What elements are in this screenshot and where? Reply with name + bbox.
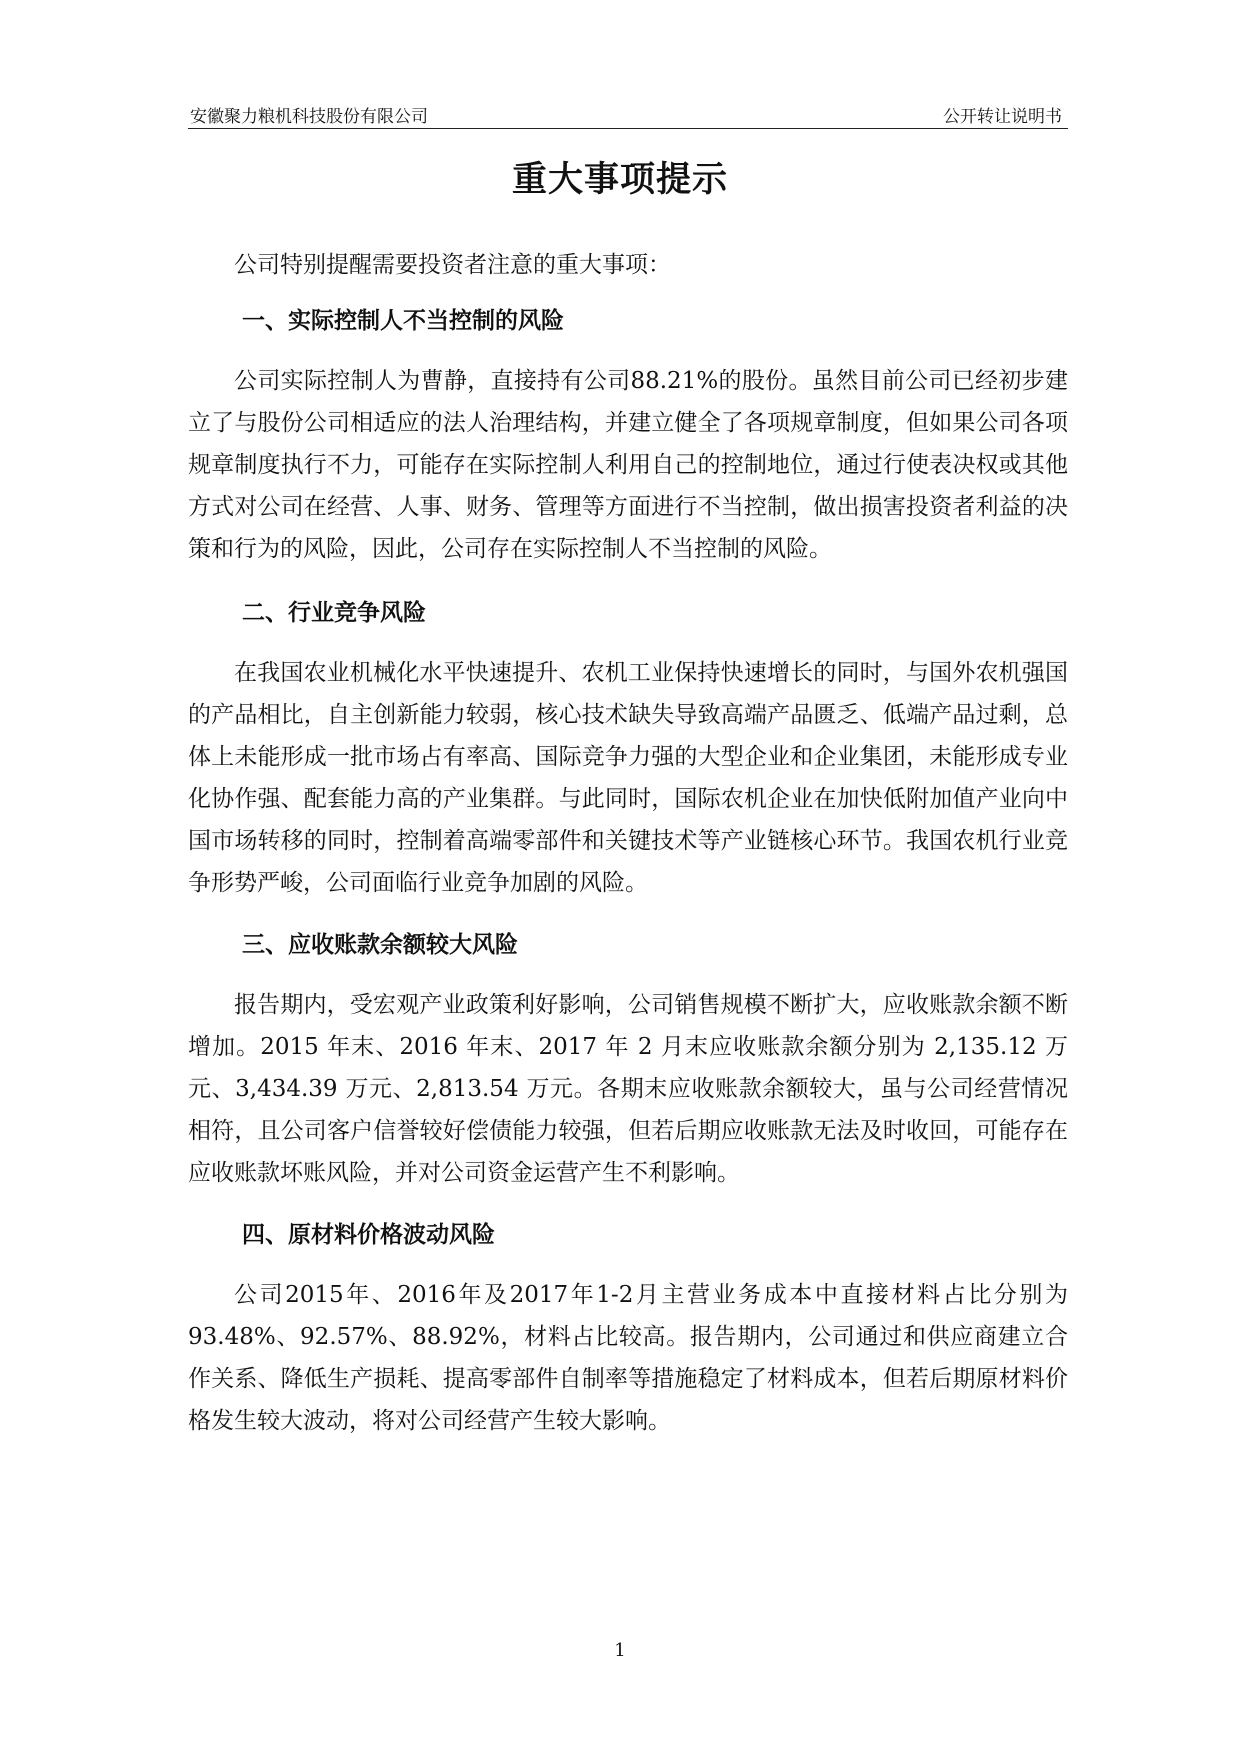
intro-text: 公司特别提醒需要投资者注意的重大事项： — [234, 252, 671, 278]
document-body — [188, 242, 1068, 1442]
section-2-body: 在我国农业机械化水平快速提升、农机工业保持快速增长的同时，与国外农机强国的产品相比，自主创新能力较弱，核心技术缺失导致高端产品匮乏、低端产品过剩，总体上未能形成一批市场占有率高、国际竞争力强的大型企业和企业集团，未能形成专业化协作强、配套能力高的产业集群。与此同时，国际农机企业在加快低附加值产业向中国市场转移的同时，控制着高端零部件和关键技术等产业链核心环节。我国农机行业竞争形势严峻，公司面临行业竞争加剧的风险。 — [188, 660, 1068, 896]
header-document-type: 公开转让说明书 — [943, 107, 1062, 127]
header-company-name: 安徽聚力粮机科技股份有限公司 — [190, 107, 428, 127]
page-header — [188, 100, 1068, 129]
section-3-body: 报告期内，受宏观产业政策利好影响，公司销售规模不断扩大，应收账款余额不断增加。2015 年末、2016 年末、2017 年 2 月末应收账款余额分别为 2,135.12 万元、3,434.39 万元、2,813.54 万元。各期末应收账款余额较大，虽与公司经营情况相符，且公司客户信誉较好偿债能力较强，但若后期应收账款无法及时收回，可能存在应收账款坏账风险，并对公司资金运营产生不利影响。 — [188, 992, 1068, 1186]
page-title: 重大事项提示 — [511, 160, 728, 200]
section-1-heading: 一、实际控制人不当控制的风险 — [242, 308, 564, 334]
section-1-body: 公司实际控制人为曹静，直接持有公司88.21%的股份。虽然目前公司已经初步建立了与股份公司相适应的法人治理结构，并建立健全了各项规章制度，但如果公司各项规章制度执行不力，可能存在实际控制人利用自己的控制地位，通过行使表决权或其他方式对公司在经营、人事、财务、管理等方面进行不当控制，做出损害投资者利益的决策和行为的风险，因此，公司存在实际控制人不当控制的风险。 — [188, 368, 1068, 562]
section-4-body: 公司2015年、2016年及2017年1-2月主营业务成本中直接材料占比分别为93.48%、92.57%、88.92%，材料占比较高。报告期内，公司通过和供应商建立合作关系、降低生产损耗、提高零部件自制率等措施稳定了材料成本，但若后期原材料价格发生较大波动，将对公司经营产生较大影响。 — [188, 1282, 1068, 1434]
page-number: 1 — [614, 1640, 626, 1661]
section-4-heading: 四、原材料价格波动风险 — [242, 1222, 495, 1248]
section-3-heading: 三、应收账款余额较大风险 — [242, 932, 518, 958]
section-2-heading: 二、行业竞争风险 — [242, 600, 426, 626]
